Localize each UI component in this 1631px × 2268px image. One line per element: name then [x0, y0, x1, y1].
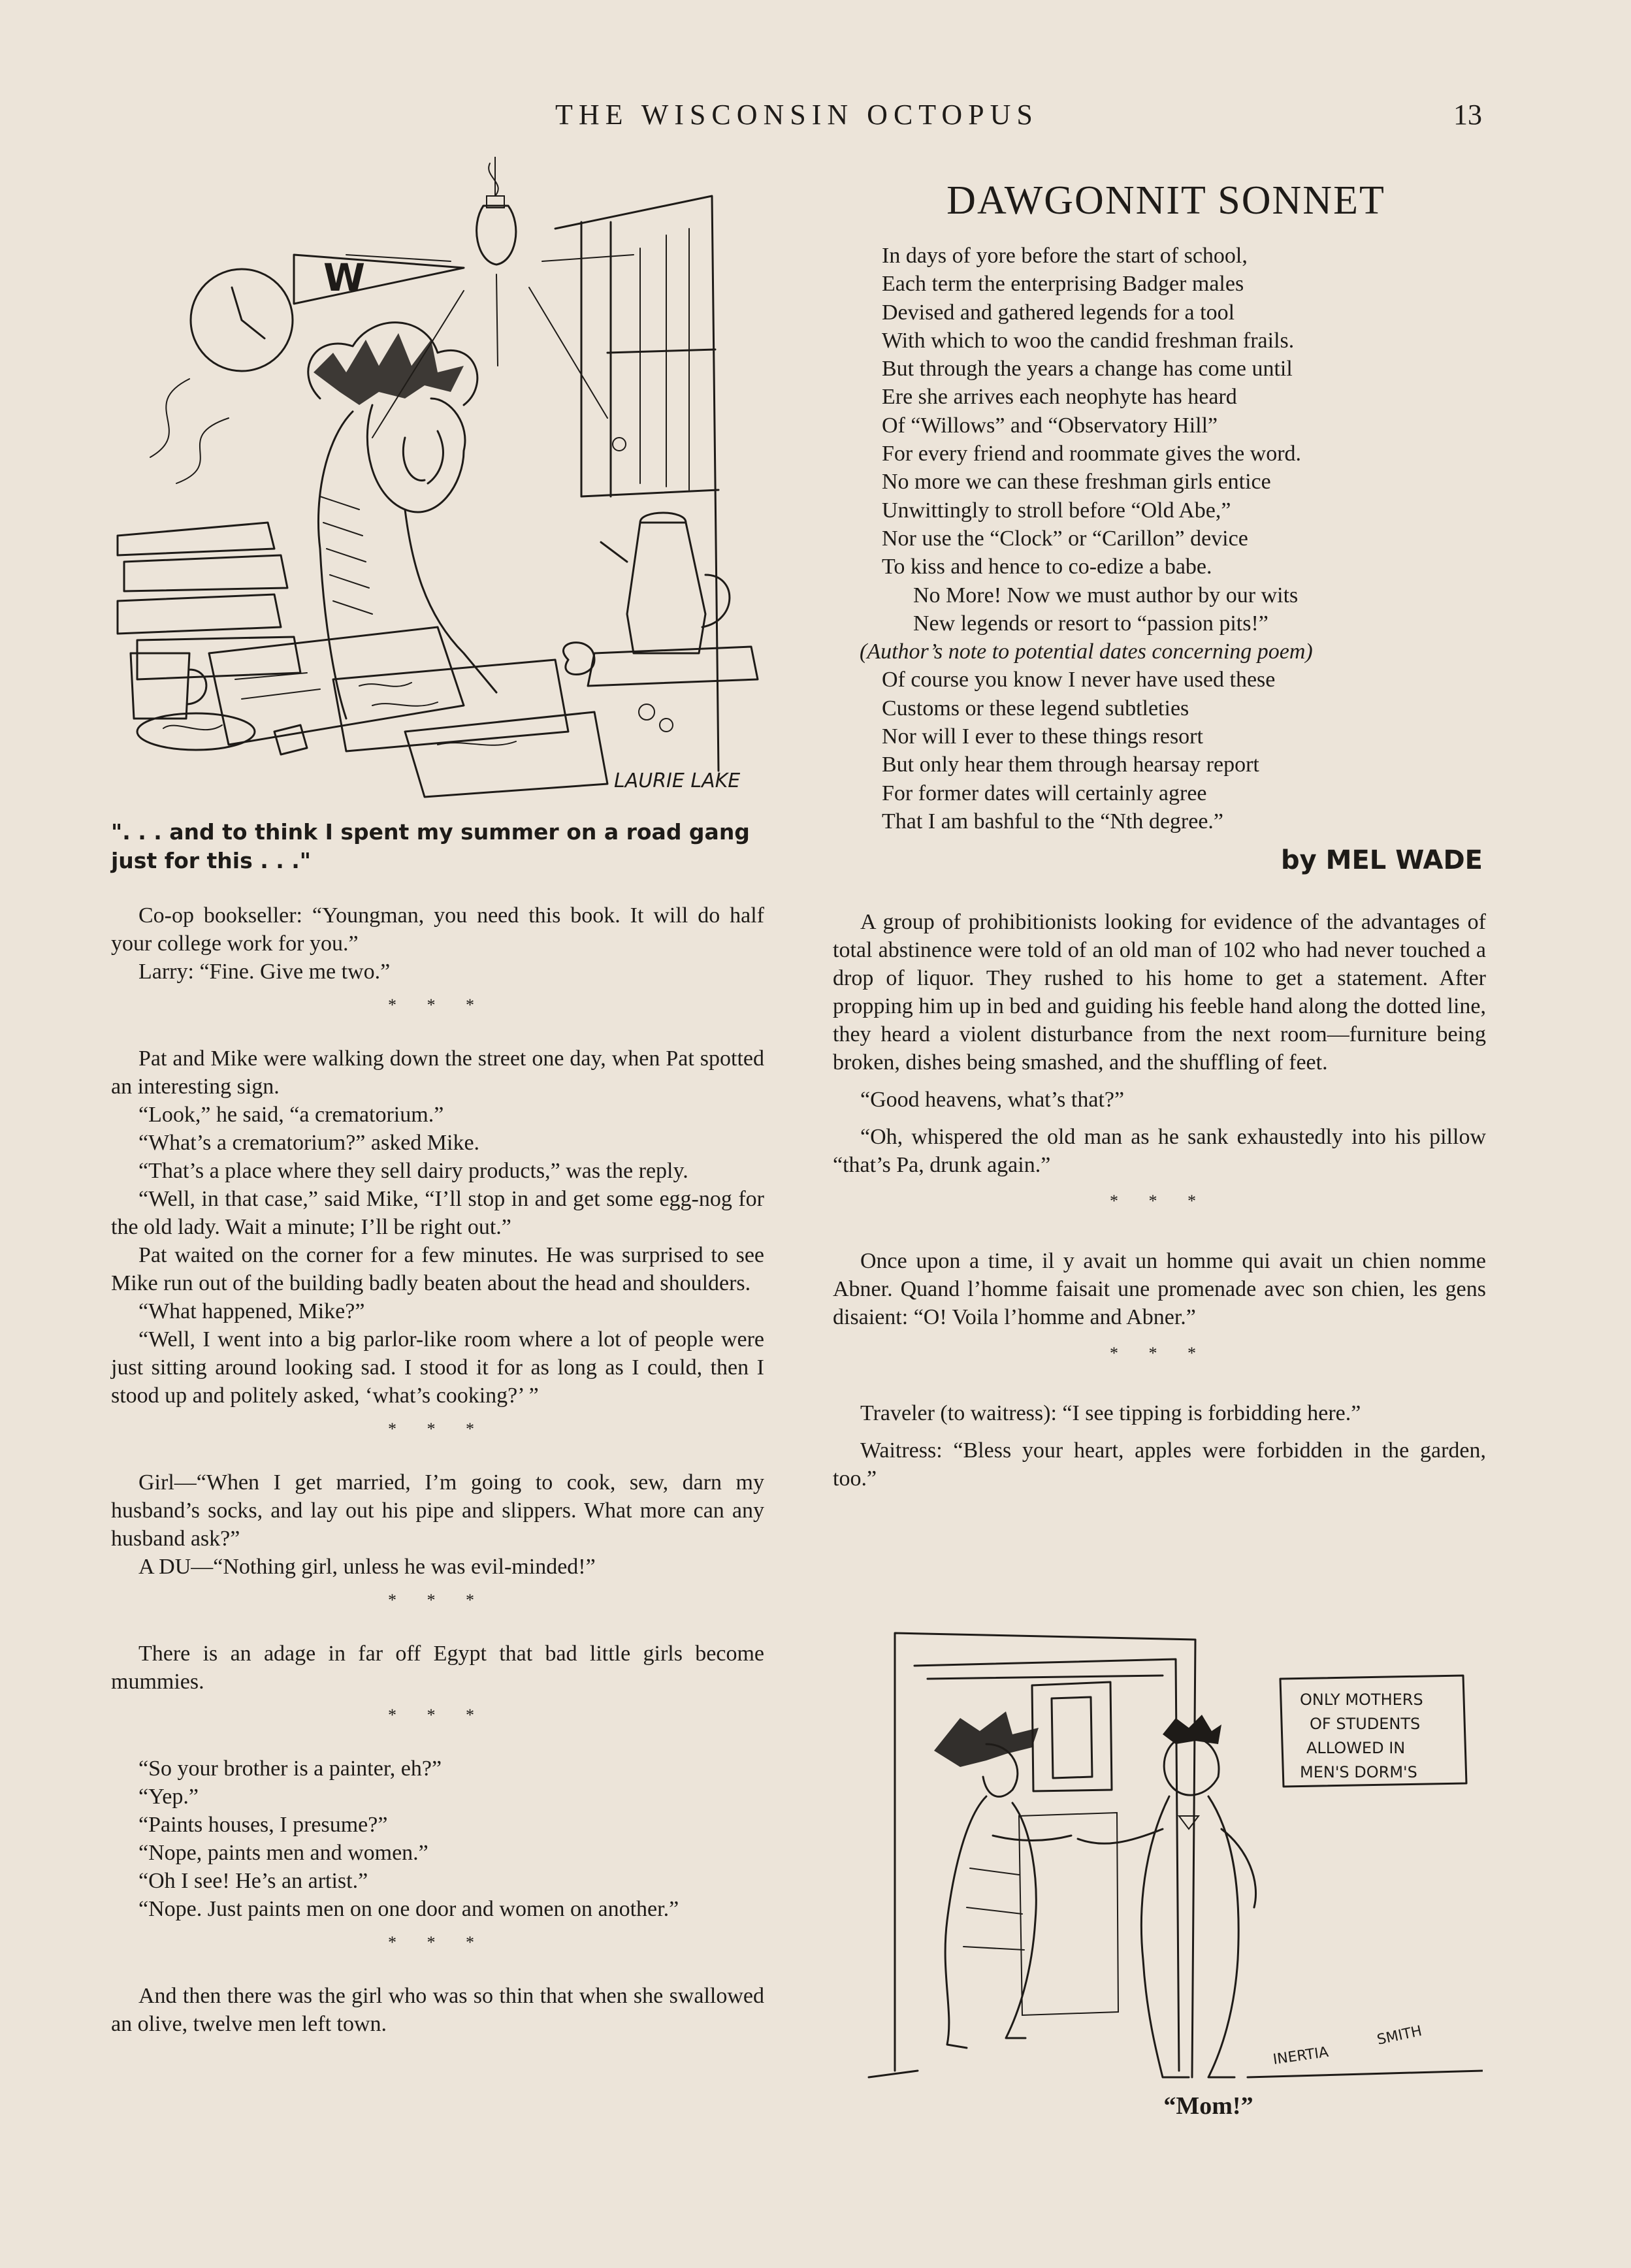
separator: * * * — [388, 1706, 487, 1725]
cartoon-caption: “Mom!” — [1163, 2092, 1253, 2120]
poem-line: Unwittingly to stroll before “Old Abe,” — [882, 498, 1231, 523]
poem-line: Devised and gathered legends for a tool — [882, 300, 1235, 325]
joke-paragraph: “Well, in that case,” said Mike, “I’ll stop in and get some egg-nog for the old lady. Wait a minute; I’ll be right out.” — [111, 1187, 764, 1239]
joke-paragraph: “Good heavens, what’s that?” — [860, 1088, 1125, 1112]
poem-line: No more we can these freshman girls entice — [882, 470, 1271, 494]
joke-paragraph: Pat waited on the corner for a few minutes. He was surprised to see Mike run out of the building badly beaten about the head and shoulders. — [111, 1243, 764, 1295]
poem-couplet-line: No More! Now we must author by our wits — [913, 583, 1299, 608]
poem-line: But through the years a change has come until — [882, 357, 1293, 381]
cartoon-caption: ". . . and to think I spent my summer on a road gang just for this . . ." — [111, 819, 750, 873]
joke-paragraph: “What’s a crematorium?” asked Mike. — [138, 1131, 480, 1155]
cartoon-student-at-desk — [98, 157, 777, 810]
poem-line: Of “Willows” and “Observatory Hill” — [882, 413, 1218, 438]
poem — [860, 242, 1496, 835]
joke-paragraph: There is an adage in far off Egypt that bad little girls become mummies. — [111, 1642, 764, 1694]
poem-line: For every friend and roommate gives the word. — [882, 442, 1302, 466]
joke-paragraph: “Oh, whispered the old man as he sank exhaustedly into his pillow “that’s Pa, drunk again.” — [833, 1125, 1486, 1177]
joke-paragraph: And then there was the girl who was so thin that when she swallowed an olive, twelve men left town. — [111, 1984, 764, 2036]
joke-paragraph: “Nope. Just paints men on one door and women on another.” — [138, 1897, 679, 1921]
svg-text:W: W — [323, 255, 365, 300]
right-column — [833, 908, 1486, 1502]
separator: * * * — [1110, 1191, 1209, 1210]
joke-paragraph: Larry: “Fine. Give me two.” — [138, 960, 391, 984]
joke-paragraph: “Yep.” — [138, 1785, 199, 1809]
poem-line: That I am bashful to the “Nth degree.” — [882, 809, 1224, 834]
poem-author-note: (Author’s note to potential dates concerning poem) — [860, 640, 1313, 664]
poem-line: Nor will I ever to these things resort — [882, 724, 1203, 749]
cartoon-signature: SMITH — [1376, 2022, 1424, 2049]
sign-line: ALLOWED IN — [1306, 1739, 1406, 1757]
poem-line: But only hear them through hearsay report — [882, 753, 1259, 777]
joke-paragraph: “That’s a place where they sell dairy products,” was the reply. — [138, 1159, 688, 1183]
page-number: 13 — [1453, 99, 1482, 131]
joke-paragraph: Pat and Mike were walking down the street one day, when Pat spotted an interesting sign. — [111, 1046, 764, 1099]
joke-paragraph: “What happened, Mike?” — [138, 1299, 365, 1323]
poem-line: Nor use the “Clock” or “Carillon” device — [882, 526, 1248, 551]
joke-paragraph: “Oh I see! He’s an artist.” — [138, 1869, 368, 1893]
joke-paragraph: Waitress: “Bless your heart, apples were forbidden in the garden, too.” — [833, 1438, 1486, 1491]
cartoon-signature: INERTIA — [1272, 2044, 1330, 2068]
left-column — [111, 901, 764, 2038]
joke-paragraph: A DU—“Nothing girl, unless he was evil-minded!” — [138, 1555, 596, 1579]
separator: * * * — [388, 1933, 487, 1952]
poem-line: Customs or these legend subtleties — [882, 696, 1189, 721]
poem-line: Ere she arrives each neophyte has heard — [882, 385, 1237, 410]
cartoon-signature: LAURIE LAKE — [614, 770, 741, 792]
joke-paragraph: Traveler (to waitress): “I see tipping is forbidding here.” — [860, 1401, 1361, 1425]
joke-paragraph: Co-op bookseller: “Youngman, you need this book. It will do half your college work for you.” — [111, 903, 764, 956]
magazine-title: THE WISCONSIN OCTOPUS — [555, 99, 1039, 131]
poem-line: Of course you know I never have used these — [882, 668, 1276, 692]
separator: * * * — [388, 1419, 487, 1438]
cartoon-mom-in-dorm — [856, 1620, 1483, 2090]
poem-title: DAWGONNIT SONNET — [946, 178, 1385, 223]
poem-line: To kiss and hence to co-edize a babe. — [882, 555, 1212, 579]
poem-line: Each term the enterprising Badger males — [882, 272, 1244, 297]
sign-line: MEN'S DORM'S — [1300, 1763, 1417, 1781]
sign-line: ONLY MOTHERS — [1300, 1691, 1423, 1709]
separator: * * * — [388, 996, 487, 1014]
poem-couplet-line: New legends or resort to “passion pits!” — [913, 611, 1268, 636]
joke-paragraph: A group of prohibitionists looking for evidence of the advantages of total abstinence were told of an old man of 102 who had never touched a drop of liquor. They rushed to his home to get a statement. After propping him up in bed and guiding his feeble hand along the dotted line, they heard a violent disturbance from the next room—furniture being broken, dishes being smashed, and the shuffling of feet. — [833, 910, 1486, 1075]
joke-paragraph: “Well, I went into a big parlor-like room where a lot of people were just sitting around looking sad. I stood it for as long as I could, then I stood up and politely asked, ‘what’s cooking?’ ” — [111, 1327, 764, 1408]
poem-line: With which to woo the candid freshman frails. — [882, 328, 1295, 353]
poem-line: In days of yore before the start of school, — [882, 244, 1248, 268]
joke-paragraph: “So your brother is a painter, eh?” — [138, 1757, 442, 1781]
separator: * * * — [388, 1591, 487, 1610]
poem-byline: by MEL WADE — [1281, 845, 1483, 875]
joke-paragraph: Once upon a time, il y avait un homme qui avait un chien nomme Abner. Quand l’homme faisait une promenade avec son chien, les gens disaient: “O! Voila l’homme and Abner.” — [833, 1249, 1486, 1329]
separator: * * * — [1110, 1344, 1209, 1363]
poem-line: For former dates will certainly agree — [882, 781, 1207, 805]
joke-paragraph: “Look,” he said, “a crematorium.” — [138, 1103, 444, 1127]
sign-line: OF STUDENTS — [1310, 1715, 1421, 1733]
joke-paragraph: “Paints houses, I presume?” — [138, 1813, 388, 1837]
running-header — [0, 98, 1631, 137]
joke-paragraph: “Nope, paints men and women.” — [138, 1841, 428, 1865]
joke-paragraph: Girl—“When I get married, I’m going to cook, sew, darn my husband’s socks, and lay out his pipe and slippers. What more can any husband ask?” — [111, 1470, 764, 1551]
